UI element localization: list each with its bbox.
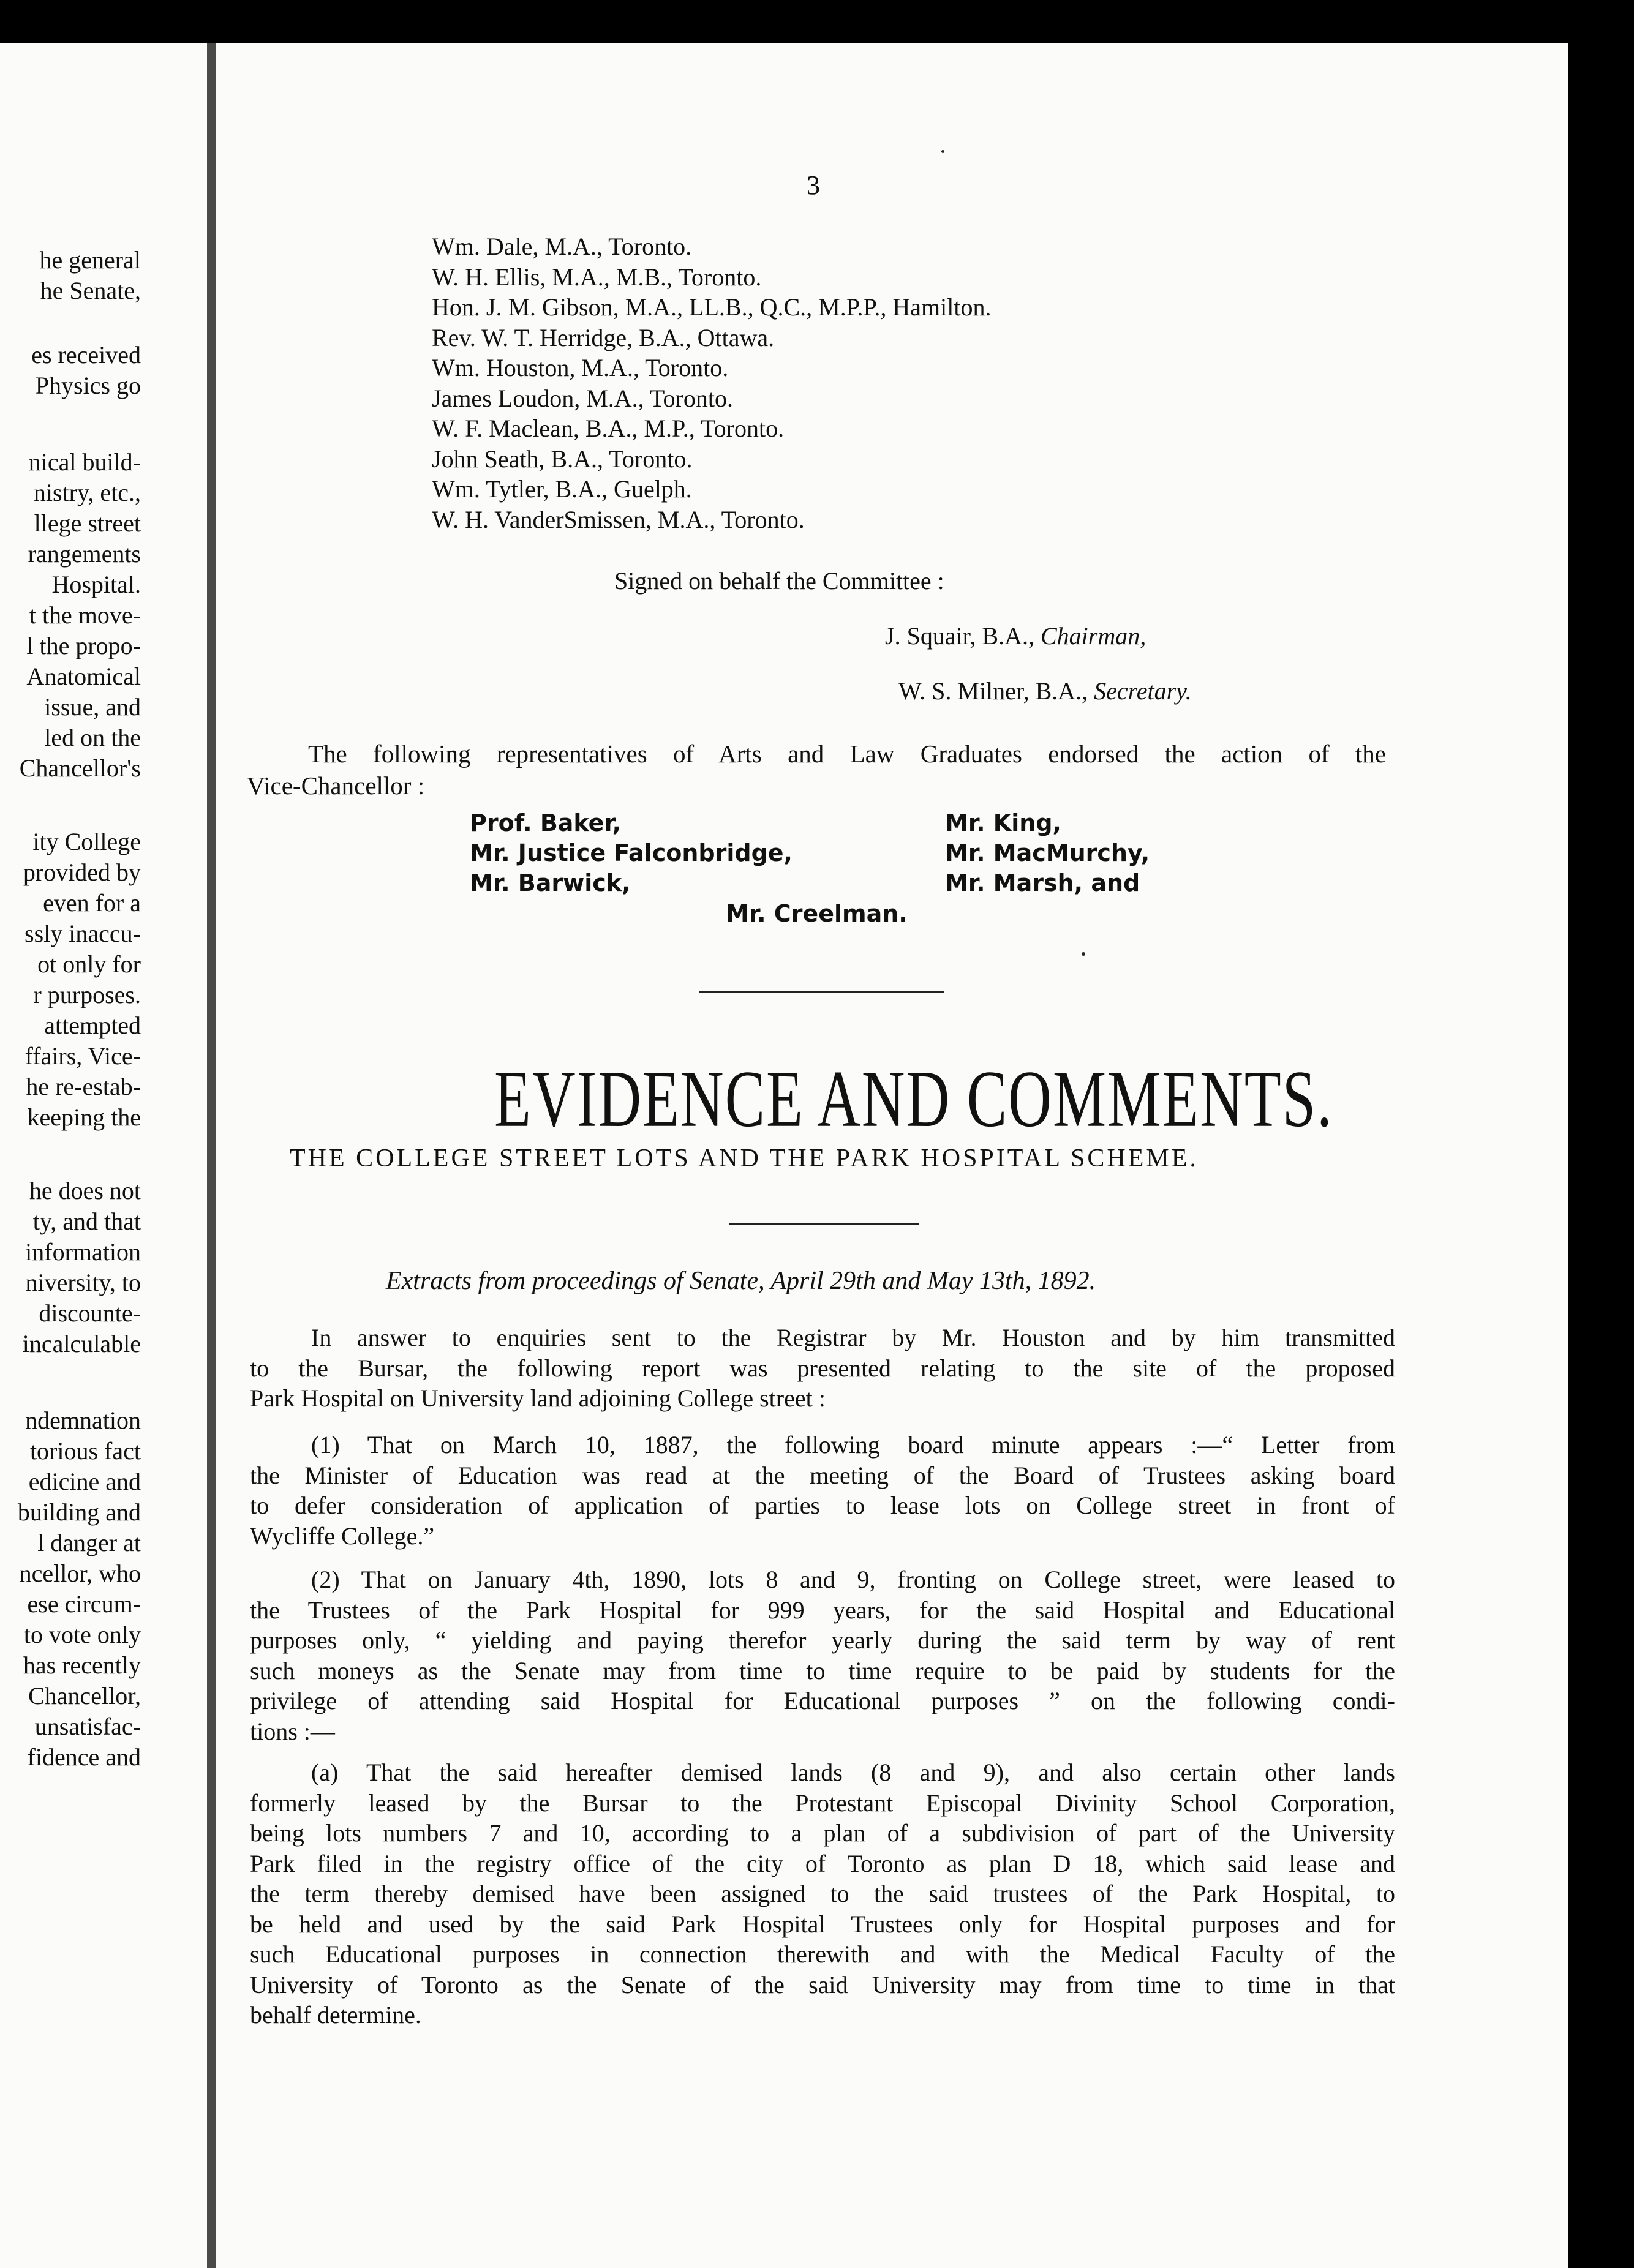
paragraph-item-a [250,1757,1395,2030]
representative-name: Prof. Baker, [470,809,622,836]
left-page-line: l the propo- [26,632,141,659]
committee-member: John Seath, B.A., Toronto. [432,445,693,473]
secretary-signature [898,677,1192,705]
print-speck [1082,952,1085,956]
committee-member: Rev. W. T. Herridge, B.A., Ottawa. [432,323,775,351]
left-page-line: es received [31,341,141,369]
representatives-right [945,808,1150,898]
paragraph-line: (2) That on January 4th, 1890, lots 8 and 9, fronting on College street, were leased to [311,1566,1395,1593]
paragraph-line: the Trustees of the Park Hospital for 999 years, for the said Hospital and Educational [250,1596,1395,1624]
left-page-line: llege street [34,509,141,537]
left-page-line: r purposes. [33,981,141,1008]
left-page-line: Physics go [35,372,141,399]
paragraph-line: tions :— [250,1717,335,1745]
committee-member: Wm. Houston, M.A., Toronto. [432,354,729,381]
representative-name: Mr. King, [945,809,1061,836]
committee-member: Wm. Dale, M.A., Toronto. [432,233,692,260]
left-page-line: ty, and that [32,1207,141,1235]
secretary-role: Secretary. [1094,677,1192,705]
subtitle-divider [729,1223,919,1225]
paragraph-line: behalf determine. [250,2001,421,2029]
paragraph-line: Park Hospital on University land adjoining College street : [250,1384,826,1412]
committee-member: Hon. J. M. Gibson, M.A., LL.B., Q.C., M.P.P., Hamilton. [432,293,992,321]
paragraph-line: the term thereby demised have been assigned to the said trustees of the Park Hospital, to [250,1880,1395,1907]
left-page-line: niversity, to [25,1269,141,1296]
committee-member: W. H. Ellis, M.A., M.B., Toronto. [432,263,762,291]
paragraph-line: (1) That on March 10, 1887, the following board minute appears :—“ Letter from [311,1431,1395,1459]
left-page-line: he Senate, [40,277,141,304]
committee-member: W. H. VanderSmissen, M.A., Toronto. [432,505,805,533]
secretary-name: W. S. Milner, B.A., [898,677,1088,705]
paragraph-item-2 [250,1564,1395,1746]
left-page-line: torious fact [29,1437,141,1465]
paragraph-line: the Minister of Education was read at the meeting of the Board of Trustees asking board [250,1461,1395,1489]
left-page-line: ot only for [37,950,141,978]
representative-name: Mr. Marsh, and [945,869,1140,896]
paragraph-line: Park filed in the registry office of the city of Toronto as plan D 18, which said lease and [250,1849,1395,1877]
left-page-line: Anatomical [26,663,141,690]
left-page-line: information [25,1238,141,1266]
left-page-line: attempted [44,1012,141,1039]
left-page-line: ncellor, who [19,1560,141,1587]
section-title: EVIDENCE AND COMMENTS. [494,1054,1333,1144]
left-page-line: provided by [23,858,141,886]
paragraph-line: to the Bursar, the following report was presented relating to the site of the proposed [250,1354,1395,1382]
left-page-line: ity College [32,828,141,855]
representatives-left [470,808,793,898]
left-page-line: to vote only [23,1621,141,1648]
representative-name: Mr. MacMurchy, [945,839,1150,866]
left-page-line: rangements [28,540,141,568]
paragraph-line: be held and used by the said Park Hospital Trustees only for Hospital purposes and for [250,1910,1395,1938]
chairman-role: Chairman, [1040,622,1146,650]
paragraph-line: purposes only, “ yielding and paying therefor yearly during the said term by way of rent [250,1626,1395,1654]
paragraph-line: formerly leased by the Bursar to the Protestant Episcopal Divinity School Corporation, [250,1789,1395,1817]
paragraph-report [250,1323,1395,1414]
left-page-line: even for a [43,889,141,917]
section-subtitle: THE COLLEGE STREET LOTS AND THE PARK HOSPITAL SCHEME. [290,1144,1199,1173]
paragraph-line: In answer to enquiries sent to the Registrar by Mr. Houston and by him transmitted [311,1324,1395,1351]
paragraph-line: such Educational purposes in connection therewith and with the Medical Faculty of the [250,1940,1395,1968]
left-page-line: issue, and [44,693,141,721]
left-page-line: edicine and [28,1468,141,1495]
page-number: 3 [807,170,820,200]
committee-member: James Loudon, M.A., Toronto. [432,384,733,412]
committee-member: W. F. Maclean, B.A., M.P., Toronto. [432,415,785,442]
paragraph-line: Wycliffe College.” [250,1522,435,1550]
left-page-line: Chancellor, [28,1682,141,1710]
left-page-line: fidence and [27,1743,141,1771]
chairman-name: J. Squair, B.A., [885,622,1034,650]
paragraph-line: to defer consideration of application of parties to lease lots on College street in front of [250,1492,1395,1519]
representative-name: Mr. Creelman. [726,900,908,927]
committee-members-list [432,231,991,535]
left-page-line: ffairs, Vice- [24,1042,141,1070]
left-page-line: keeping the [27,1103,141,1131]
endorsement-line: The following representatives of Arts and Law Graduates endorsed the action of the [308,740,1386,768]
left-page-line: discounte- [39,1299,141,1327]
committee-member: Wm. Tytler, B.A., Guelph. [432,475,692,503]
section-divider [699,991,944,993]
left-page-line: has recently [23,1651,141,1679]
signed-line: Signed on behalf the Committee : [614,567,944,595]
left-page-line: ndemnation [25,1406,141,1434]
paragraph-line: being lots numbers 7 and 10, according to a plan of a subdivision of part of the University [250,1819,1395,1847]
left-page-line: Chancellor's [19,754,141,782]
paragraph-line: such moneys as the Senate may from time to time require to be paid by students for the [250,1656,1395,1684]
left-page-line: ssly inaccu- [24,920,141,947]
print-speck [941,150,944,153]
left-page-line: led on the [44,724,141,751]
left-page-line: he does not [29,1177,141,1204]
extracts-heading: Extracts from proceedings of Senate, April 29th and May 13th, 1892. [386,1267,1096,1295]
left-page-line: nistry, etc., [33,479,141,506]
left-page-line: he general [39,246,141,274]
representative-name: Mr. Barwick, [470,869,631,896]
paragraph-item-1 [250,1430,1395,1551]
endorsement-paragraph [247,738,1386,802]
paragraph-line: privilege of attending said Hospital for Educational purposes ” on the following condi- [250,1687,1395,1714]
left-page-line: incalculable [22,1330,141,1357]
left-page-line: nical build- [28,448,141,476]
left-page-line: Hospital. [51,571,141,598]
left-page-line: ese circum- [27,1590,141,1618]
left-page-line: he re-estab- [26,1073,141,1100]
representative-name: Mr. Justice Falconbridge, [470,839,793,866]
left-page-line: unsatisfac- [34,1713,141,1740]
endorsement-line: Vice-Chancellor : [247,772,425,800]
chairman-signature [885,621,1146,650]
left-page-line: t the move- [29,601,141,629]
left-page-line: building and [17,1498,141,1526]
paragraph-line: University of Toronto as the Senate of the said University may from time to time in that [250,1970,1395,1999]
paragraph-line: (a) That the said hereafter demised lands (8 and 9), and also certain other lands [311,1759,1395,1786]
left-page-line: l danger at [37,1529,141,1556]
